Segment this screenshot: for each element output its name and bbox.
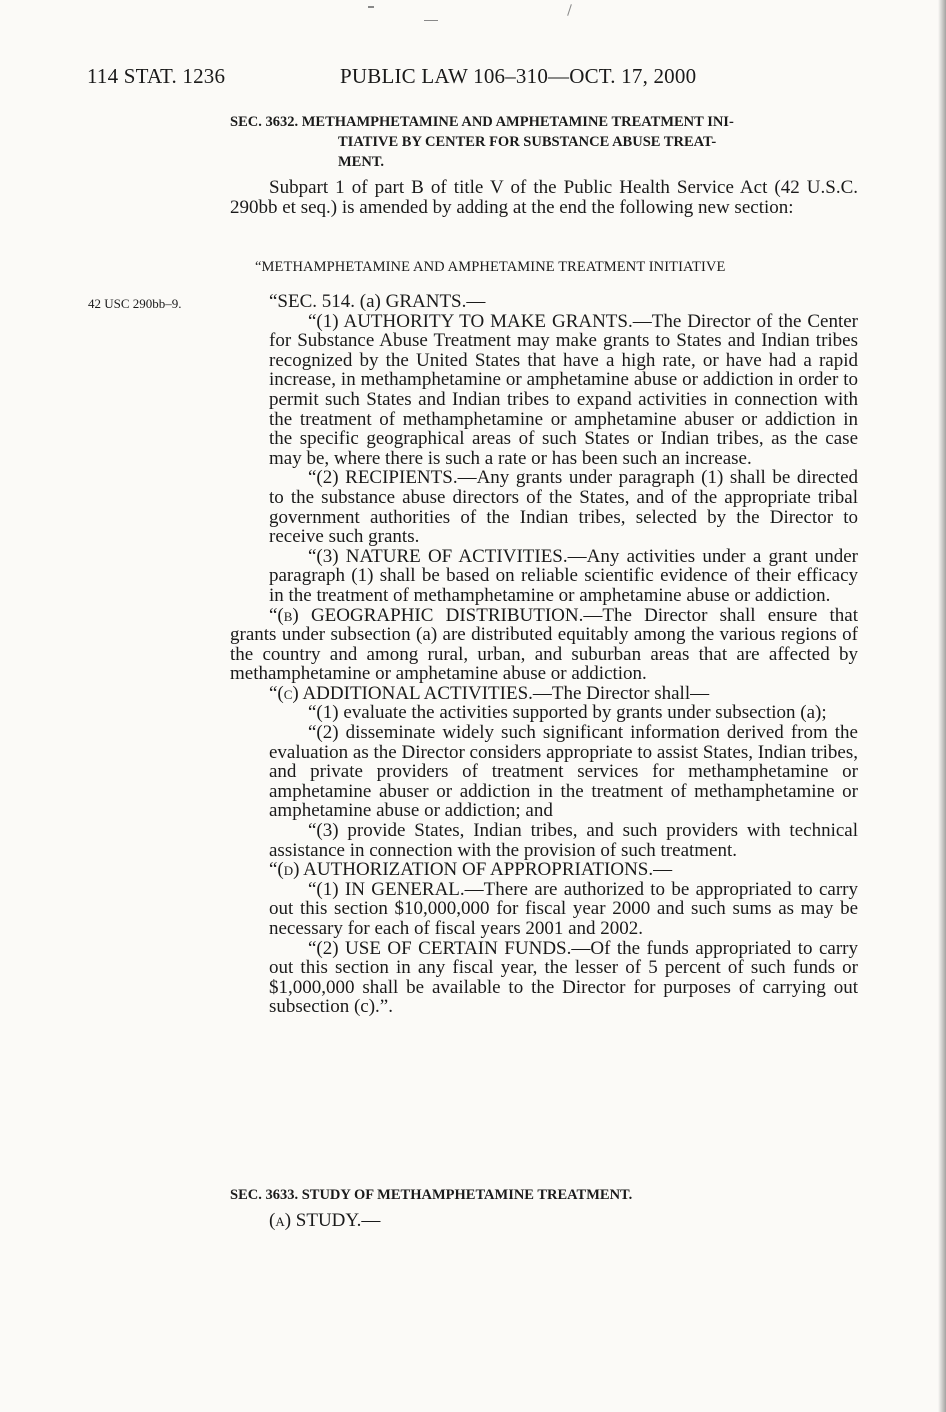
subsection-c: “(c) ADDITIONAL ACTIVITIES.—The Director shall— bbox=[269, 682, 710, 704]
subsection-a-heading: “SEC. 514. (a) GRANTS.— bbox=[269, 291, 486, 312]
paragraph-a1: “(1) AUTHORITY TO MAKE GRANTS.—The Director of the Center for Substance Abuse Treatment may make grants to States and Indian tribes recognized by the United States that have a high rate, or have had a rapid increase, in methamphetamine or amphetamine abuse or addiction in order to permit such States and Indian tribes to expand activities in connection with the treatment of methamphetamine or amphetamine abuser or addiction in the specific geographical areas of such States or Indian tribes, as the case may be, where there is such a rate or has been such an increase. bbox=[269, 310, 858, 469]
page-citation: 114 STAT. 1236 bbox=[87, 64, 226, 88]
paragraph-c3: “(3) provide States, Indian tribes, and such providers with technical assistance in connection with the provision of such treatment. bbox=[269, 820, 858, 861]
margin-citation: 42 USC 290bb–9. bbox=[88, 296, 182, 311]
paragraph-c2: “(2) disseminate widely such significant information derived from the evaluation as the Director considers appropriate to assist States, Indian tribes, and private providers of treatment services for methamphetamine or amphetamine abuser or addiction in the treatment of methamphetamine or amphetamine abuse or addiction; and bbox=[269, 722, 858, 822]
paragraph-d2: “(2) USE OF CERTAIN FUNDS.—Of the funds appropriated to carry out this section in any fiscal year, the lesser of 5 percent of such funds or $1,000,000 shall be available to the Director for purposes of carrying out subsection (c).”. bbox=[269, 937, 858, 1018]
subsection-b: “(b) GEOGRAPHIC DISTRIBUTION.—The Director shall ensure that grants under subsection (a) are distributed equitably among the various regions of the country and among rural, urban, and suburban areas that are affected by methamphetamine or amphetamine abuse or addiction. bbox=[230, 604, 858, 685]
scan-speck bbox=[368, 6, 374, 8]
paragraph-d1: “(1) IN GENERAL.—There are authorized to be appropriated to carry out this section $10,000,000 for fiscal year 2000 and such sums as may be necessary for each of fiscal years 2001 and 2002. bbox=[269, 878, 858, 939]
running-header-title: PUBLIC LAW 106–310—OCT. 17, 2000 bbox=[340, 64, 697, 88]
section-514-text bbox=[230, 292, 858, 1017]
section-3632-heading: SEC. 3632. METHAMPHETAMINE AND AMPHETAMINE TREATMENT INI- TIATIVE BY CENTER FOR SUBSTANCE ABUSE TREAT- MENT. bbox=[230, 114, 734, 170]
scan-edge-shadow bbox=[938, 0, 946, 1412]
new-section-heading: “METHAMPHETAMINE AND AMPHETAMINE TREATMENT INITIATIVE bbox=[255, 259, 726, 275]
scan-speck bbox=[424, 20, 438, 21]
paragraph-a2: “(2) RECIPIENTS.—Any grants under paragraph (1) shall be directed to the substance abuse directors of the States, and of the appropriate tribal government authorities of the Indian tribes, selected by the Director to receive such grants. bbox=[269, 467, 858, 548]
paragraph-c1: “(1) evaluate the activities supported by grants under subsection (a); bbox=[308, 702, 827, 724]
paragraph-a3: “(3) NATURE OF ACTIVITIES.—Any activities under a grant under paragraph (1) shall be based on reliable scientific evidence of their efficacy in the treatment of methamphetamine or amphetamine abuse or addiction. bbox=[269, 545, 858, 606]
scan-speck bbox=[567, 4, 572, 16]
section-3633-text bbox=[230, 1211, 858, 1231]
section-3633-heading: SEC. 3633. STUDY OF METHAMPHETAMINE TREATMENT. bbox=[230, 1187, 633, 1203]
subsection-d-heading: “(d) AUTHORIZATION OF APPROPRIATIONS.— bbox=[269, 859, 673, 881]
section-3632-intro: Subpart 1 of part B of title V of the Public Health Service Act (42 U.S.C. 290bb et seq.) is amended by adding at the end the following new section: bbox=[230, 177, 858, 218]
subsection-study-heading: (a) STUDY.— bbox=[269, 1210, 381, 1231]
